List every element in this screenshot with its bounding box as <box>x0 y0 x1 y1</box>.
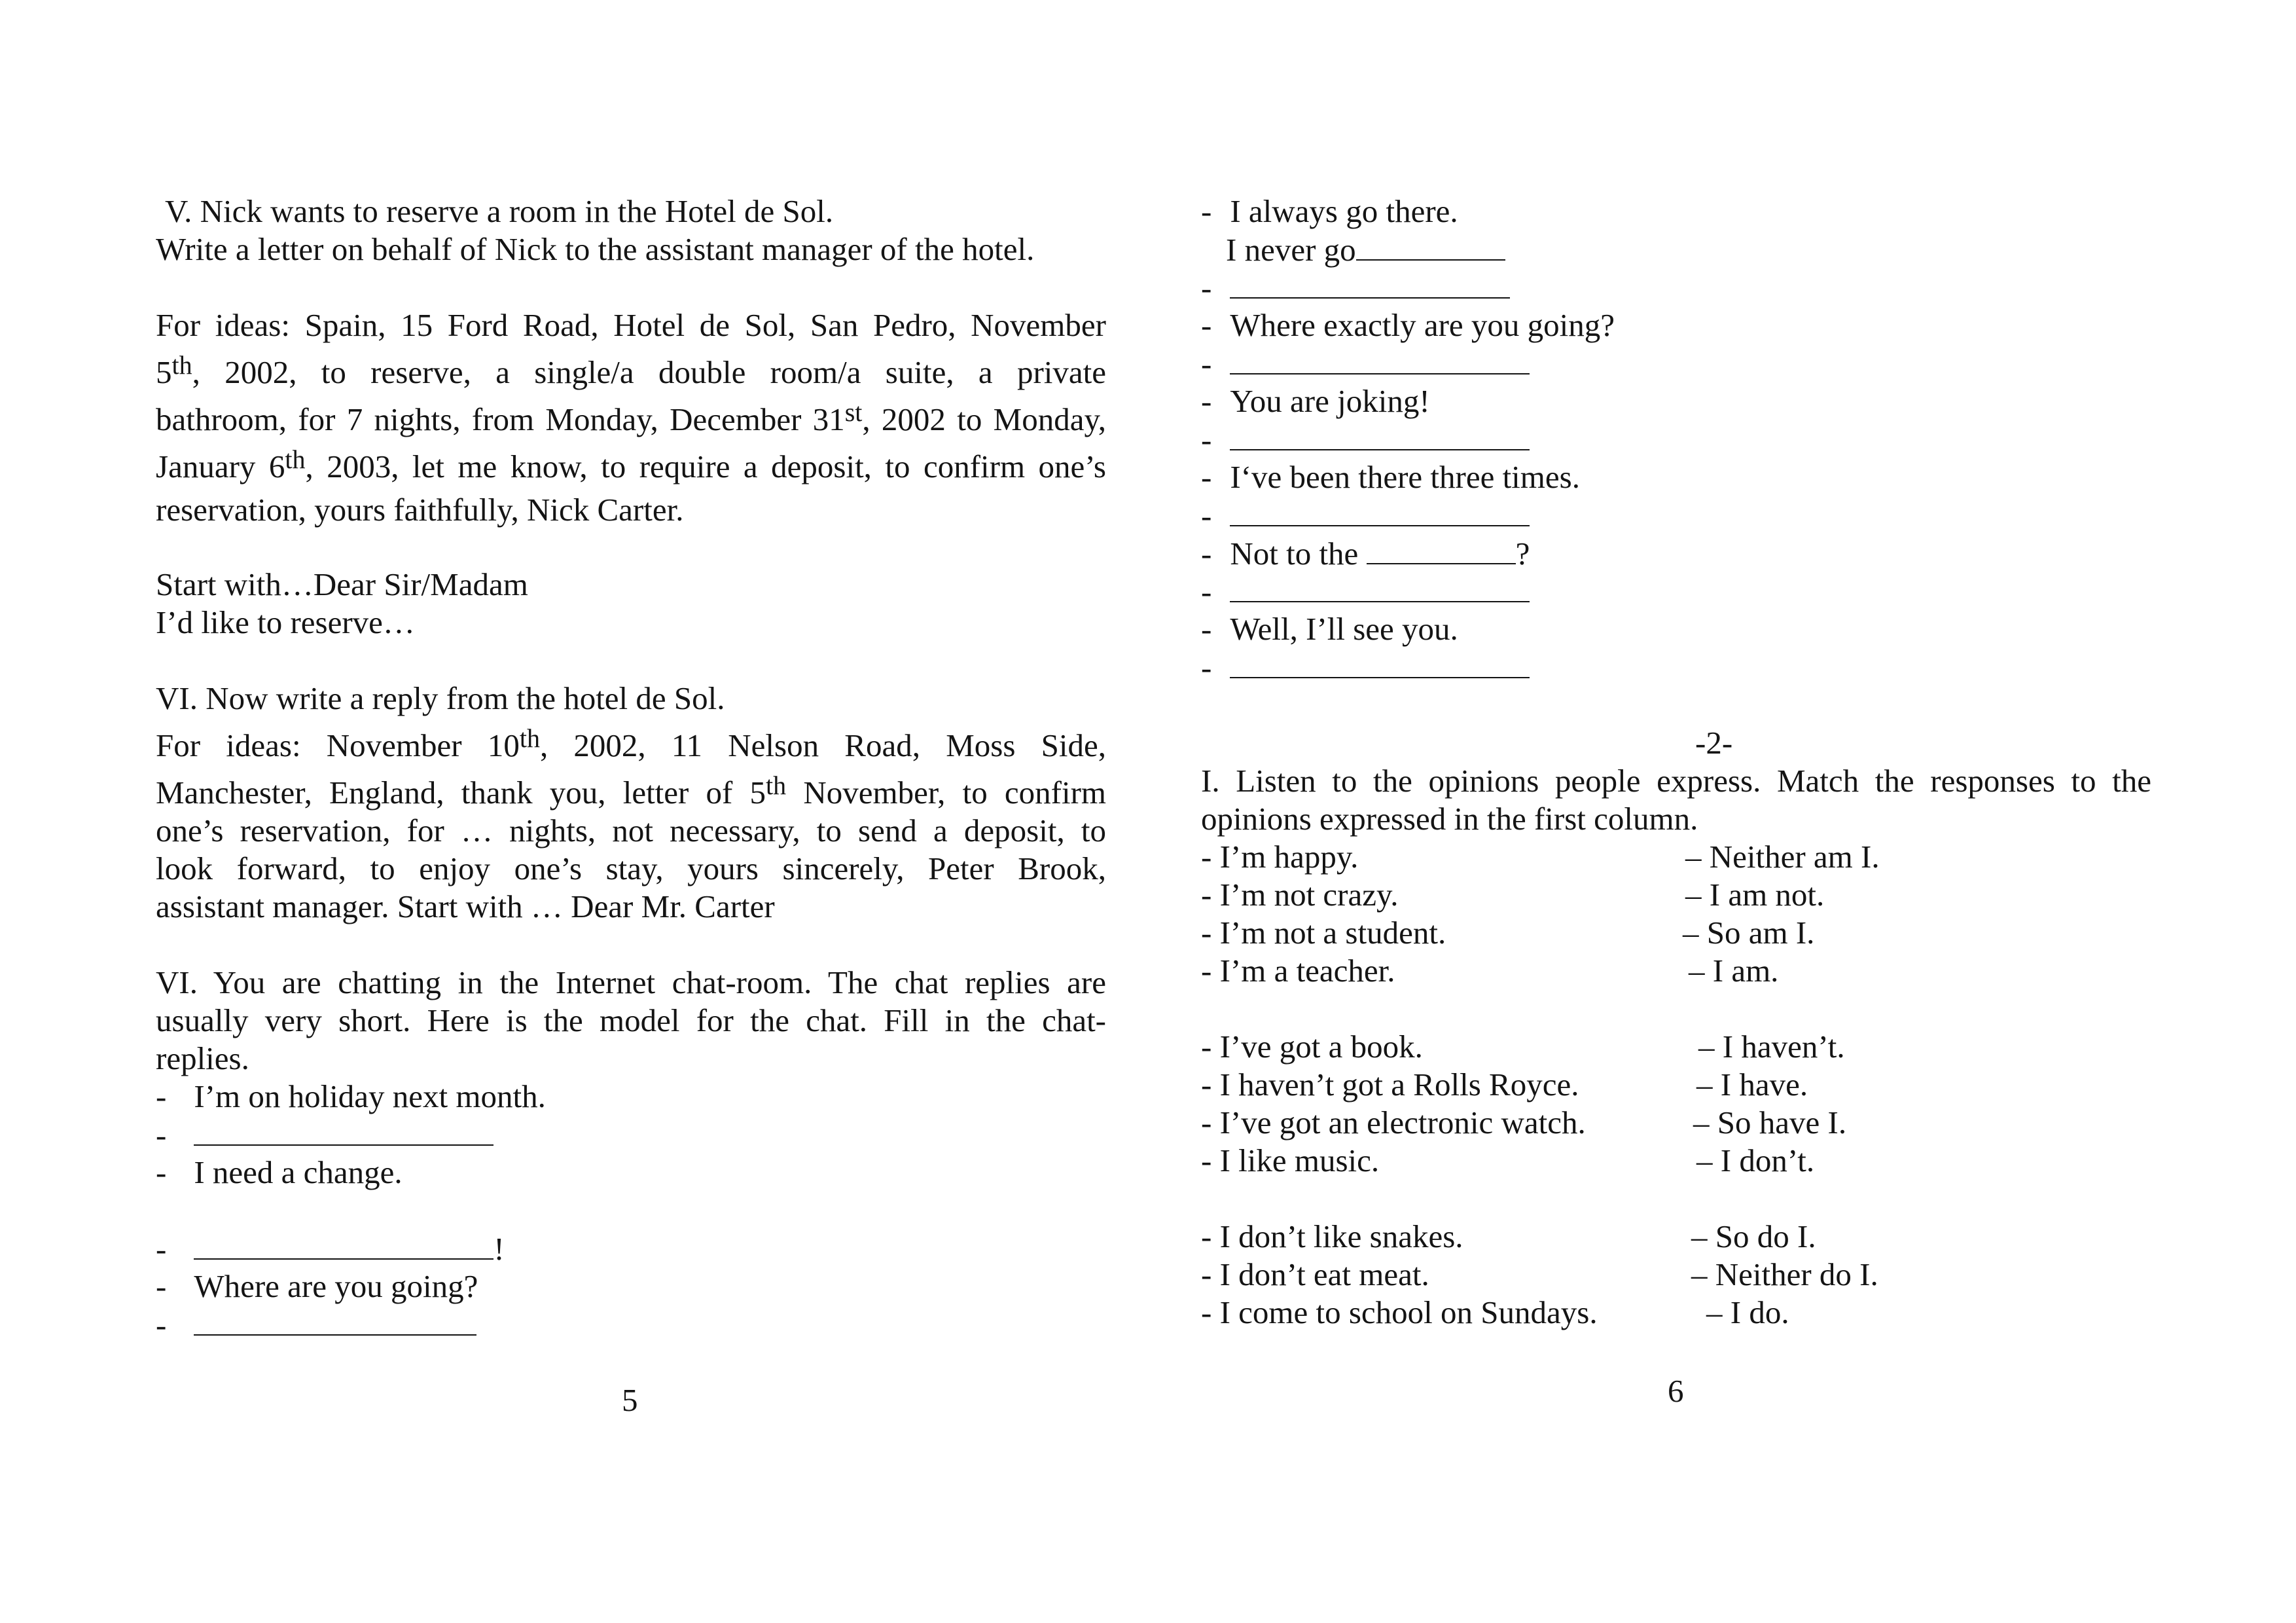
section-v-start-1: Start with…Dear Sir/Madam <box>156 566 528 602</box>
chat-blank-line <box>1201 420 1530 459</box>
response-item: – I am. <box>1689 953 1779 989</box>
ideas-line-3-suffix: st <box>844 397 863 427</box>
answer-blank[interactable] <box>1356 230 1505 261</box>
dash: - <box>1201 649 1212 685</box>
response-item: – So have I. <box>1693 1104 1847 1140</box>
answer-blank[interactable] <box>194 1230 493 1260</box>
chat-text: I always go there. <box>1230 193 1458 229</box>
chat-text: I need a change. <box>194 1154 403 1190</box>
chat-line-never-go <box>1226 230 1505 269</box>
opinion-item: - I’m not a student. <box>1201 915 1446 951</box>
chat-text: I’m on holiday next month. <box>194 1078 546 1114</box>
task-line-1: I. Listen to the opinions people express. Match the responses to the <box>1201 763 2151 799</box>
dash: - <box>156 1268 167 1304</box>
opinion-item: - I like music. <box>1201 1142 1380 1178</box>
chat-text: You are joking! <box>1230 383 1430 419</box>
ideas-date-day: 5 <box>156 354 172 390</box>
section-v-start-2: I’d like to reserve… <box>156 604 415 640</box>
reply-line-1-text: For ideas: November 10 <box>156 727 520 763</box>
chat-line <box>156 1078 546 1116</box>
chat-line <box>1201 192 1458 230</box>
opinion-item: - I’ve got a book. <box>1201 1029 1423 1065</box>
opinion-item: - I’m not crazy. <box>1201 877 1399 913</box>
reply-line-2-text: Manchester, England, thank you, letter of 5 <box>156 775 766 811</box>
chat-line <box>1201 610 1458 648</box>
reply-line-1-rest: , 2002, 11 Nelson Road, Moss Side, <box>539 727 1106 763</box>
response-item: – I haven’t. <box>1698 1029 1845 1065</box>
section-vi-reply-line-4: look forward, to enjoy one’s stay, yours sincerely, Peter Brook, <box>156 850 1106 886</box>
chat-text: Where are you going? <box>194 1268 478 1304</box>
exclamation: ! <box>493 1231 505 1267</box>
section-vi-reply-line-2 <box>156 771 1107 812</box>
chat-blank-line <box>1201 496 1530 535</box>
response-item: – Neither am I. <box>1685 839 1880 875</box>
chat-line <box>156 1267 478 1305</box>
chat-blank-line <box>156 1116 493 1154</box>
response-item: – I am not. <box>1685 877 1825 913</box>
ideas-line-4-rest: , 2003, let me know, to require a deposit, to confirm one’s <box>305 448 1106 484</box>
chat-blank-line <box>1201 572 1530 611</box>
page-number-6: 6 <box>1668 1373 1684 1409</box>
dash: - <box>156 1154 167 1190</box>
chat-text: Not to the <box>1230 536 1367 572</box>
answer-blank[interactable] <box>1230 268 1510 299</box>
dash: - <box>1201 536 1212 572</box>
dash: - <box>1201 498 1212 534</box>
ideas-line-2-text: , 2002, to reserve, a single/a double room/a suite, a private <box>192 354 1106 390</box>
dash: - <box>1201 383 1212 419</box>
chat-line <box>1201 306 1615 344</box>
section-vi-chat-line-3: replies. <box>156 1040 249 1076</box>
section-vi-reply-title: VI. Now write a reply from the hotel de Sol. <box>156 680 725 716</box>
section-v-ideas-line-5: reservation, yours faithfully, Nick Carter. <box>156 492 684 528</box>
chat-line <box>1201 458 1580 496</box>
opinion-item: - I come to school on Sundays. <box>1201 1294 1598 1330</box>
chat-blank-line <box>1201 344 1530 383</box>
dash: - <box>1201 307 1212 343</box>
ideas-line-3-rest: , 2002 to Monday, <box>862 401 1107 437</box>
chat-line <box>1201 382 1430 420</box>
opinion-item: - I’m a teacher. <box>1201 953 1395 989</box>
chat-text: I never go <box>1226 232 1356 268</box>
answer-blank[interactable] <box>1230 420 1530 450</box>
answer-blank[interactable] <box>194 1116 493 1146</box>
reply-line-2-suffix: th <box>766 771 787 800</box>
section-v-ideas-line-3 <box>156 397 1107 439</box>
dash: - <box>1201 346 1212 382</box>
reply-line-2-rest: November, to confirm <box>786 775 1107 811</box>
section-marker: -2- <box>1695 725 1733 761</box>
section-vi-reply-line-3: one’s reservation, for … nights, not necessary, to send a deposit, to <box>156 812 1106 848</box>
question-mark: ? <box>1515 536 1530 572</box>
opinion-item: - I don’t like snakes. <box>1201 1218 1463 1254</box>
opinion-item: - I’ve got an electronic watch. <box>1201 1104 1586 1140</box>
answer-blank[interactable] <box>1230 344 1530 374</box>
response-item: – Neither do I. <box>1691 1256 1878 1292</box>
section-vi-reply-line-5: assistant manager. Start with … Dear Mr. Carter <box>156 888 775 924</box>
opinion-item: - I haven’t got a Rolls Royce. <box>1201 1067 1579 1103</box>
dash: - <box>1201 270 1212 306</box>
dash: - <box>1201 574 1212 610</box>
ideas-date-suffix: th <box>171 350 192 380</box>
section-v-ideas-line-2 <box>156 350 1106 392</box>
response-item: – I do. <box>1706 1294 1789 1330</box>
chat-blank-line <box>156 1230 505 1268</box>
chat-line <box>156 1154 403 1192</box>
section-v-title: V. Nick wants to reserve a room in the Hotel de Sol. <box>165 193 834 229</box>
reply-line-1-suffix: th <box>519 723 540 753</box>
chat-blank-line <box>1201 648 1530 687</box>
dash: - <box>1201 422 1212 458</box>
dash: - <box>1201 459 1212 495</box>
section-v-ideas-line-1: For ideas: Spain, 15 Ford Road, Hotel de Sol, San Pedro, November <box>156 307 1106 343</box>
dash: - <box>1201 193 1212 229</box>
answer-blank[interactable] <box>1230 648 1530 678</box>
answer-blank[interactable] <box>194 1305 476 1336</box>
chat-blank-line <box>1201 268 1510 307</box>
task-line-2: opinions expressed in the first column. <box>1201 801 1698 837</box>
dash: - <box>156 1231 167 1267</box>
answer-blank[interactable] <box>1230 496 1530 526</box>
section-vi-reply-line-1 <box>156 723 1106 765</box>
dash: - <box>156 1078 167 1114</box>
section-v-instruction: Write a letter on behalf of Nick to the assistant manager of the hotel. <box>156 231 1035 267</box>
ideas-line-4-suffix: th <box>285 445 306 474</box>
response-item: – So am I. <box>1683 915 1815 951</box>
section-vi-chat-line-2: usually very short. Here is the model for the chat. Fill in the chat- <box>156 1002 1106 1038</box>
opinion-item: - I don’t eat meat. <box>1201 1256 1429 1292</box>
chat-text: Where exactly are you going? <box>1230 307 1615 343</box>
dash: - <box>1201 611 1212 647</box>
chat-blank-line <box>156 1305 476 1344</box>
response-item: – So do I. <box>1691 1218 1816 1254</box>
dash: - <box>156 1307 167 1343</box>
ideas-line-3-text: bathroom, for 7 nights, from Monday, December 31 <box>156 401 845 437</box>
page-number-5: 5 <box>622 1382 638 1418</box>
chat-text: I‘ve been there three times. <box>1230 459 1580 495</box>
chat-text: Well, I’ll see you. <box>1230 611 1458 647</box>
section-v-ideas-line-4 <box>156 445 1106 486</box>
dash: - <box>156 1117 167 1153</box>
answer-blank[interactable] <box>1367 534 1516 564</box>
response-item: – I have. <box>1696 1067 1808 1103</box>
section-vi-chat-line-1: VI. You are chatting in the Internet chat-room. The chat replies are <box>156 964 1106 1000</box>
ideas-line-4-text: January 6 <box>156 448 285 484</box>
chat-line <box>1201 534 1530 573</box>
answer-blank[interactable] <box>1230 572 1530 602</box>
response-item: – I don’t. <box>1696 1142 1815 1178</box>
opinion-item: - I’m happy. <box>1201 839 1359 875</box>
